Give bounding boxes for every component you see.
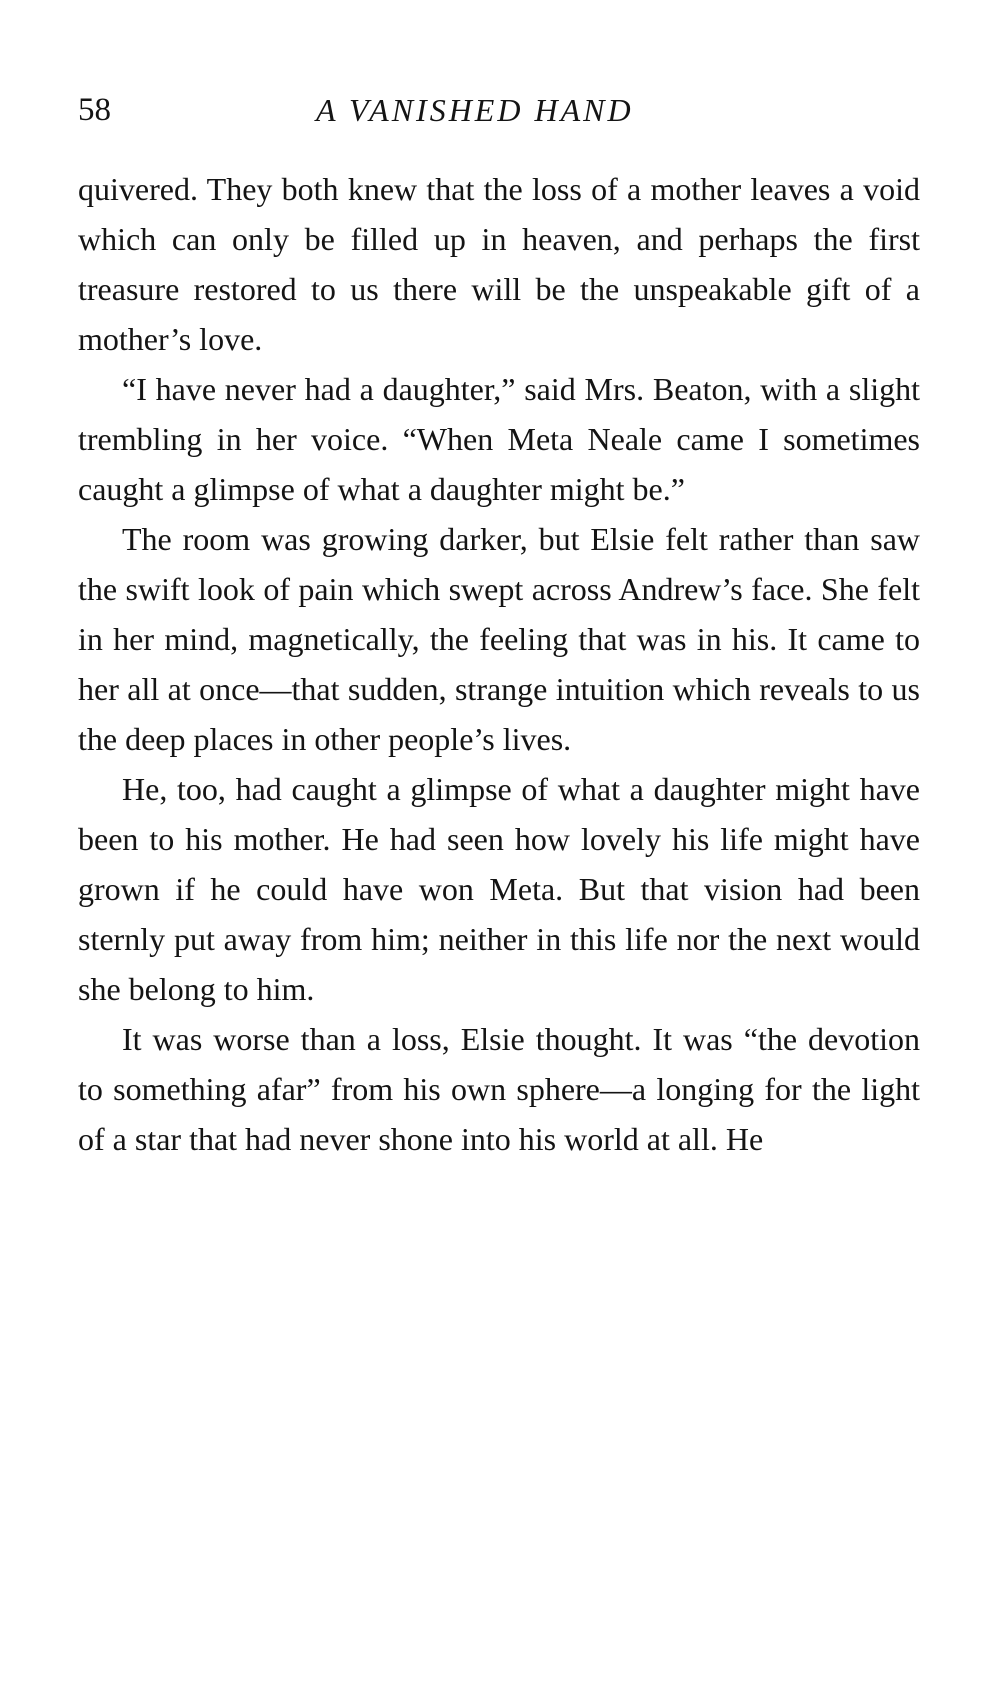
page-number: 58 <box>78 92 111 128</box>
body-text <box>78 164 920 1164</box>
paragraph-dialogue-mrs-beaton: “I have never had a daughter,” said Mrs. Beaton, with a slight trembling in her voice. “When Meta Neale came I sometimes caught a glimpse of what a daughter might be.” <box>78 371 920 507</box>
paragraph-continuation: quivered. They both knew that the loss of a mother leaves a void which can only be filled up in heaven, and perhaps the first treasure restored to us there will be the unspeakable gift of a mother’s love. <box>78 171 920 357</box>
paragraph-room-darker: The room was growing darker, but Elsie felt rather than saw the swift look of pain which swept across Andrew’s face. She felt in her mind, magnetically, the feeling that was in his. It came to her all at once—that sudden, strange intuition which reveals to us the deep places in other people’s lives. <box>78 521 920 757</box>
paragraph-worse-than-loss: It was worse than a loss, Elsie thought. It was “the devotion to something afar” from his own sphere—a longing for the light of a star that had never shone into his world at all. He <box>78 1021 920 1157</box>
page-header <box>78 92 920 136</box>
paragraph-glimpse-daughter: He, too, had caught a glimpse of what a daughter might have been to his mother. He had seen how lovely his life might have grown if he could have won Meta. But that vision had been sternly put away from him; neither in this life nor the next would she belong to him. <box>78 771 920 1007</box>
running-head: A VANISHED HAND <box>316 92 634 128</box>
